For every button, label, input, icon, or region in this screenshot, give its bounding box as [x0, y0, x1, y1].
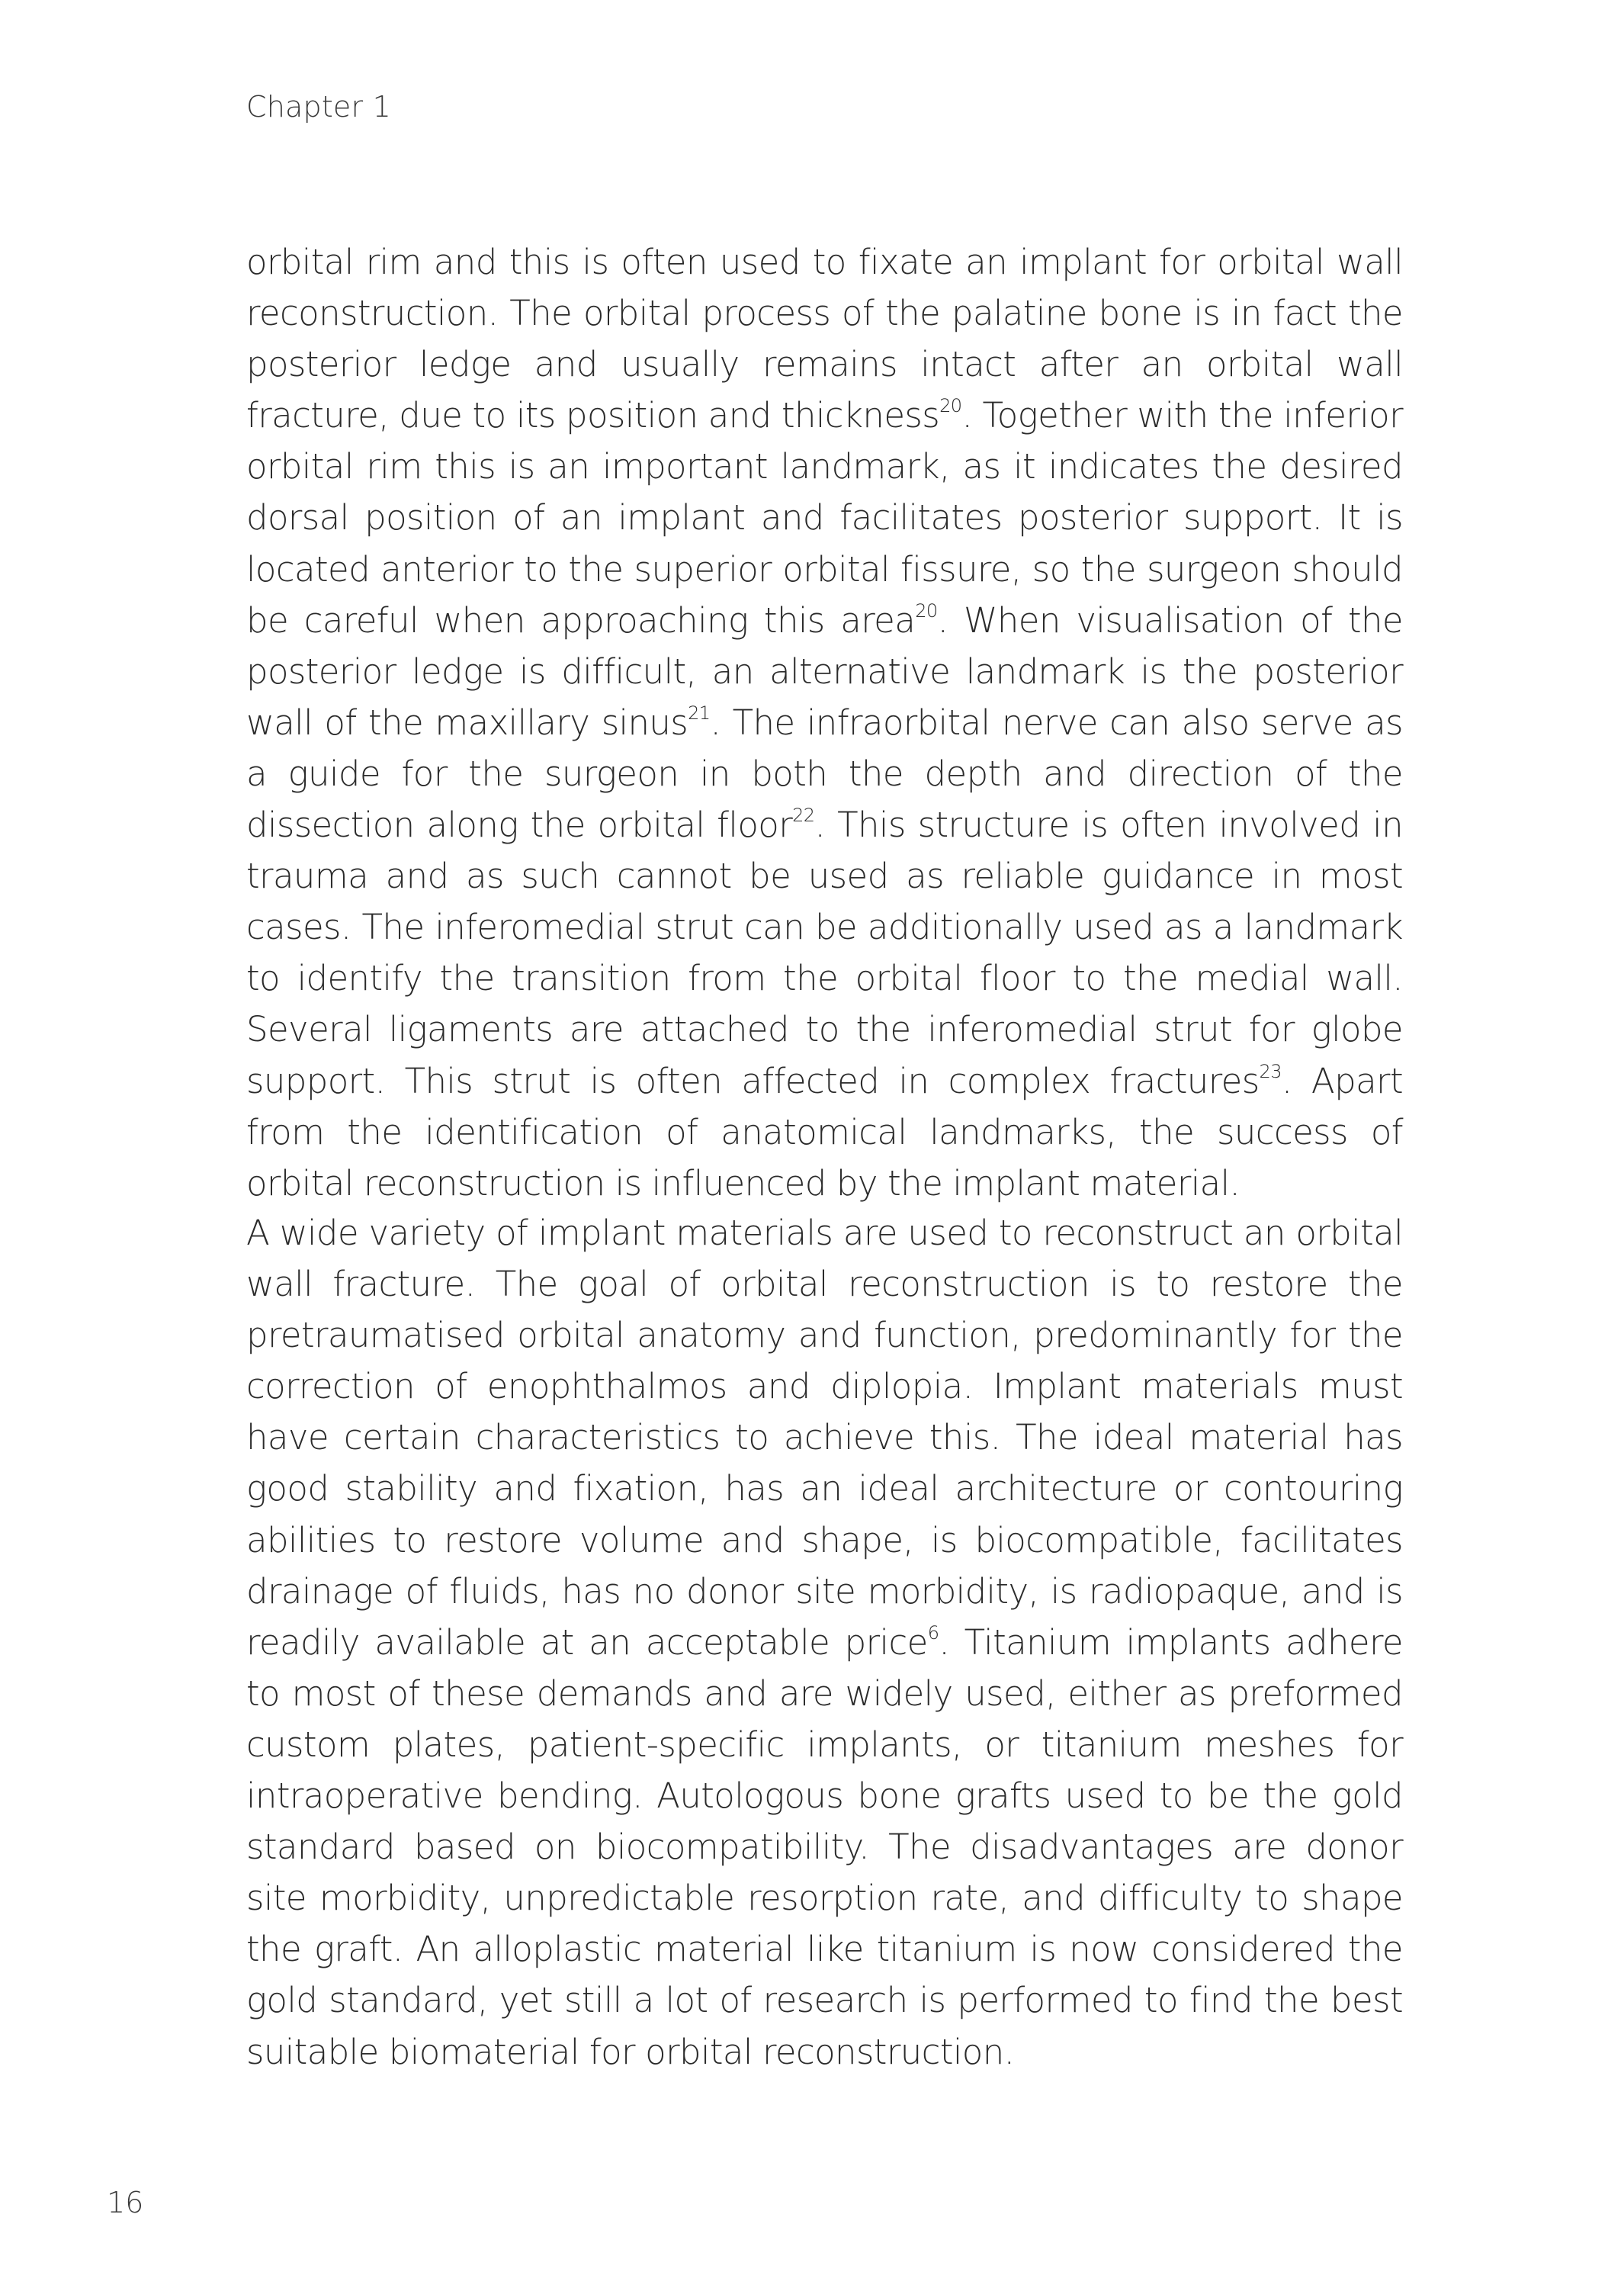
- paragraph-1-text: orbital rim and this is often used to fixate an implant for orbital wall reconstruction. The orbital process of the palatine bone is in fact the posterior ledge and usually remains intact after an orbital wall fracture, due to its position and thickness: [246, 242, 1403, 436]
- page-number: 16: [107, 2186, 144, 2219]
- running-header: Chapter 1: [246, 90, 391, 124]
- paragraph-1-text: . This structure is often involved in trauma and as such cannot be used as reliable guidance in most cases. The inferomedial strut can be additionally used as a landmark to identify the transition from the orbital floor to the medial wall. Several ligaments are attached to the inferomedial strut for globe support. This strut is often affected in complex fractures: [246, 805, 1403, 1101]
- citation-reference: 20: [939, 395, 962, 417]
- paragraph-1-text: . When visualisation of the posterior ledge is difficult, an alternative landmark is the posterior wall of the maxillary sinus: [246, 599, 1404, 743]
- citation-reference: 21: [688, 702, 711, 724]
- paragraph-1-text: . The infraorbital nerve can also serve as a guide for the surgeon in both the depth and direction of the dissection along the orbital floor: [246, 702, 1403, 846]
- body-paragraph-2: [246, 1207, 1403, 2078]
- citation-reference: 20: [915, 599, 938, 622]
- body-paragraph-1: [246, 236, 1403, 1209]
- citation-reference: 6: [927, 1621, 939, 1644]
- paragraph-2-text: . Titanium implants adhere to most of these demands and are widely used, either as preformed custom plates, patient-specific implants, or titanium meshes for intraoperative bending. Autologous bone grafts used to be the gold standard based on biocompatibility. The disadvantages are donor site morbidity, unpredictable resorption rate, and difficulty to shape the graft. An alloplastic material like titanium is now considered the gold standard, yet still a lot of research is performed to find the best suitable biomaterial for orbital reconstruction.: [246, 1621, 1403, 2072]
- paragraph-2-text: A wide variety of implant materials are used to reconstruct an orbital wall fracture. The goal of orbital reconstruction is to restore the pretraumatised orbital anatomy and function, predominantly for the correction of enophthalmos and diplopia. Implant materials must have certain characteristics to achieve this. The ideal material has good stability and fixation, has an ideal architecture or contouring abilities to restore volume and shape, is biocompatible, facilitates drainage of fluids, has no donor site morbidity, is radiopaque, and is readily available at an acceptable price: [246, 1213, 1403, 1663]
- paragraph-1-text: . Apart from the identification of anatomical landmarks, the success of orbital reconstruction is influenced by the implant material.: [246, 1060, 1403, 1203]
- citation-reference: 22: [792, 805, 815, 827]
- citation-reference: 23: [1259, 1060, 1282, 1082]
- paragraph-1-text: . Together with the inferior orbital rim this is an important landmark, as it indicates the desired dorsal position of an implant and facilitates posterior support. It is located anterior to the superior orbital fissure, so the surgeon should be careful when approaching this area: [246, 395, 1403, 641]
